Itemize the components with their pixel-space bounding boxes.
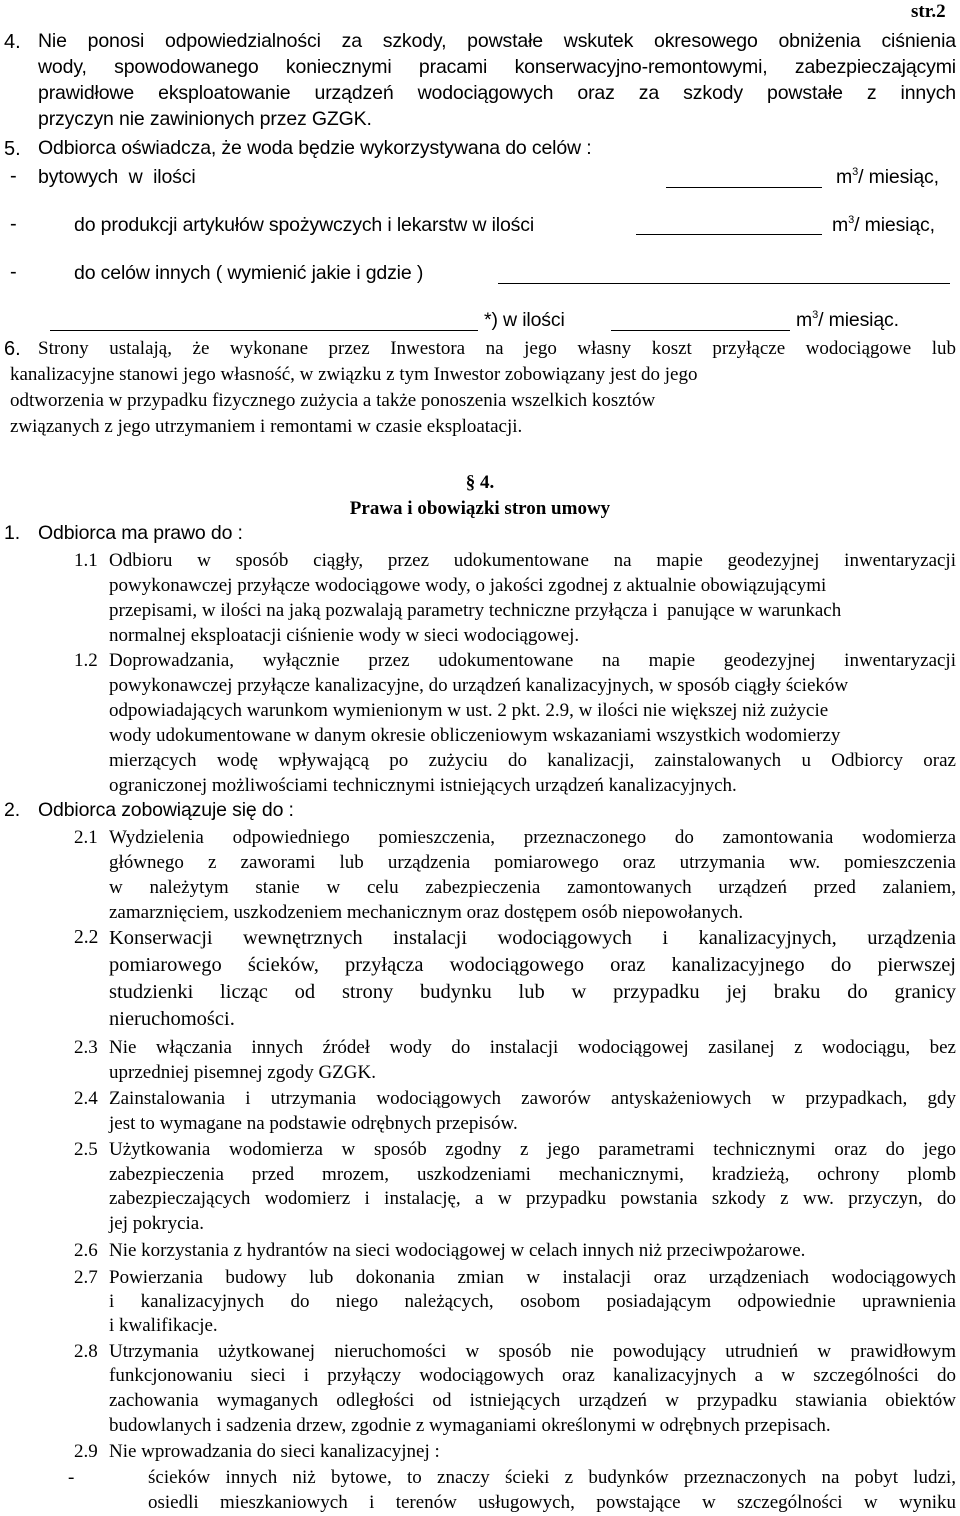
item-2-9-heading: Nie wprowadzania do sieci kanalizacyjnej : [109, 1441, 440, 1462]
item-2-8-line: zachowania wymaganych odległości od istniejących urządzeń w przypadku stawiania obiektów [109, 1390, 956, 1411]
point-4-number: 4. [4, 31, 21, 53]
item-1-2-line: wody udokumentowane w danym okresie obliczeniowym wskazaniami wszystkich wodomierzy [109, 725, 841, 746]
item-number: 2.5 [74, 1139, 98, 1160]
point-4-line: prawidłowe eksploatowanie urządzeń wodociągowych oraz za szkody powstałe z innych [38, 82, 956, 104]
item-2-4-line: jest to wymagane na podstawie odrębnych przepisów. [109, 1113, 518, 1134]
usage-domestic-blank[interactable] [666, 187, 822, 188]
item-2-2-line: pomiarowego ścieków, przyłącza wodociągowego oraz kanalizacyjnego do pierwszej [109, 954, 956, 976]
item-number: 2.9 [74, 1441, 98, 1462]
point-6-number: 6. [4, 338, 21, 360]
item-2-2-line: studzienki licząc od strony budynku lub w przypadku jej braku do granicy [109, 981, 956, 1003]
item-2-5-line: jej pokrycia. [109, 1213, 204, 1234]
item-2-1-line: zamarznięciem, uszkodzeniem mechanicznym oraz dostępem osób niepowołanych. [109, 902, 744, 923]
list-dash: - [68, 1467, 75, 1488]
usage-other-label: do celów innych ( wymienić jakie i gdzie ) [74, 262, 424, 284]
usage-other-unit: $m^3/$ miesiąc. [796, 309, 899, 331]
item-number: 2.3 [74, 1037, 98, 1058]
usage-other-tail: *) w ilości [484, 309, 565, 331]
item-number: 2.2 [74, 927, 99, 948]
point-4-line: Nie ponosi odpowiedzialności za szkody, powstałe wskutek okresowego obniżenia ciśnienia [38, 30, 956, 52]
item-2-8-line: funkcjonowaniu sieci i przyłączy wodociągowych oraz kanalizacyjnych a w szczególności do [109, 1365, 956, 1386]
item-2-7-line: i kanalizacyjnych do niego należących, osobom posiadającym odpowiednie uprawnienia [109, 1291, 956, 1312]
item-2-3-line: Nie włączania innych źródeł wody do instalacji wodociągowej zasilanej z wodociągu, bez [109, 1037, 956, 1058]
section-title: Prawa i obowiązki stron umowy [349, 498, 611, 519]
item-1-2-line: Doprowadzania, wyłącznie przez udokumentowane na mapie geodezyjnej inwentaryzacji [109, 650, 956, 671]
point-1-number: 1. [4, 522, 20, 544]
item-1-2-line: mierzących wodę wpływającą po zużyciu do kanalizacji, zainstalowanych u Odbiorcy oraz [109, 750, 956, 771]
point-5-intro: Odbiorca oświadcza, że woda będzie wykorzystywana do celów : [38, 137, 592, 159]
item-number: 2.1 [74, 827, 98, 848]
usage-food-label: do produkcji artykułów spożywczych i lekarstw w ilości [74, 214, 535, 236]
item-2-5-line: zabezpieczających wodomierz i instalację, a w przypadku powstania szkody z ww. przyczyn, do [109, 1188, 956, 1209]
list-dash: - [10, 165, 17, 187]
list-dash: - [10, 261, 17, 283]
point-6-line: odtworzenia w przypadku fizycznego zużycia a także ponoszenia wszelkich kosztów [10, 390, 656, 411]
item-1-2-line: powykonawczej przyłącze kanalizacyjne, do urządzeń kanalizacyjnych, w sposób ciągły ścieków [109, 675, 849, 696]
item-1-1-line: normalnej eksploatacji ciśnienie wody w sieci wodociągowej. [109, 625, 580, 646]
usage-domestic-unit: $m^3/$ miesiąc, [836, 166, 939, 188]
item-2-2-line: Konserwacji wewnętrznych instalacji wodociągowych i kanalizacyjnych, urządzenia [109, 927, 956, 949]
item-1-2-line: ograniczonej możliwościami technicznymi istniejących urządzeń kanalizacyjnych. [109, 775, 737, 796]
item-2-8-line: budowlanych i sadzenia drzew, zgodnie z wymaganiami określonymi w odrębnych przepisach. [109, 1415, 831, 1436]
item-2-2-line: nieruchomości. [109, 1008, 235, 1030]
point-1-heading: Odbiorca ma prawo do : [38, 522, 243, 544]
usage-food-blank[interactable] [636, 234, 822, 235]
item-2-9-line: ścieków innych niż bytowe, to znaczy ścieki z budynków przeznaczonych na pobyt ludzi, [148, 1467, 956, 1488]
item-2-8-line: Utrzymania użytkowanej nieruchomości w sposób nie powodujący utrudnień w prawidłowym [109, 1341, 956, 1362]
item-number: 1.1 [74, 550, 98, 571]
item-1-1-line: powykonawczej przyłącze wodociągowe wody, o jakości zgodnej z aktualnie obowiązującymi [109, 575, 827, 596]
item-2-5-line: Użytkowania wodomierza w sposób zgodny z jego parametrami technicznymi oraz do jego [109, 1139, 956, 1160]
item-2-1-line: głównego z zaworami lub urządzenia pomiarowego oraz utrzymania ww. pomieszczenia [109, 852, 956, 873]
section-number: § 4. [465, 472, 495, 493]
usage-other-blank-1[interactable] [498, 283, 950, 284]
item-2-1-line: Wydzielenia odpowiedniego pomieszczenia, przeznaczonego do zamontowania wodomierza [109, 827, 956, 848]
point-2-number: 2. [4, 799, 20, 821]
point-4-line: przyczyn nie zawinionych przez GZGK. [38, 108, 372, 130]
point-6-line: kanalizacyjne stanowi jego własność, w związku z tym Inwestor zobowiązany jest do jego [10, 364, 698, 385]
item-number: 2.7 [74, 1267, 98, 1288]
item-number: 1.2 [74, 650, 98, 671]
item-2-7-line: i kwalifikacje. [109, 1315, 218, 1336]
item-1-2-line: odpowiadających warunkom wymienionym w ust. 2 pkt. 2.9, w ilości nie większej niż zużycie [109, 700, 829, 721]
item-2-9-line: osiedli mieszkaniowych i terenów usługowych, powstające w szczególności w wyniku [148, 1492, 956, 1513]
point-5-number: 5. [4, 138, 21, 160]
item-2-5-line: zabezpieczenia przed mrozem, uszkodzeniami mechanicznymi, kradzieżą, ochrony plomb [109, 1164, 956, 1185]
page-number: str.2 [911, 1, 946, 22]
item-2-4-line: Zainstalowania i utrzymania wodociągowych zaworów antyskażeniowych w przypadkach, gdy [109, 1088, 956, 1109]
item-number: 2.6 [74, 1240, 98, 1261]
usage-domestic-label: bytowych w ilości [38, 166, 196, 188]
item-2-1-line: w należytym stanie w celu zabezpieczenia zamontowanych urządzeń przed zalaniem, [109, 877, 956, 898]
usage-food-unit: $m^3/$ miesiąc, [832, 214, 935, 236]
item-number: 2.4 [74, 1088, 98, 1109]
point-6-line: związanych z jego utrzymaniem i remontami w czasie eksploatacji. [10, 416, 523, 437]
item-1-1-line: Odbioru w sposób ciągły, przez udokumentowane na mapie geodezyjnej inwentaryzacji [109, 550, 956, 571]
item-2-6-line: Nie korzystania z hydrantów na sieci wodociągowej w celach innych niż przeciwpożarowe. [109, 1240, 806, 1261]
usage-other-amount-blank[interactable] [611, 330, 790, 331]
usage-other-blank-2[interactable] [50, 330, 478, 331]
point-2-heading: Odbiorca zobowiązuje się do : [38, 799, 294, 821]
point-6-line: Strony ustalają, że wykonane przez Inwestora na jego własny koszt przyłącze wodociągowe lub [38, 338, 956, 359]
list-dash: - [10, 213, 17, 235]
point-4-line: wody, spowodowanego koniecznymi pracami konserwacyjno-remontowymi, zabezpieczającymi [38, 56, 956, 78]
item-2-7-line: Powierzania budowy lub dokonania zmian w instalacji oraz urządzeniach wodociągowych [109, 1267, 956, 1288]
item-2-3-line: uprzedniej pisemnej zgody GZGK. [109, 1062, 376, 1083]
item-number: 2.8 [74, 1341, 98, 1362]
item-1-1-line: przepisami, w ilości na jaką pozwalają parametry techniczne przyłącza i panujące w warunkach [109, 600, 842, 621]
